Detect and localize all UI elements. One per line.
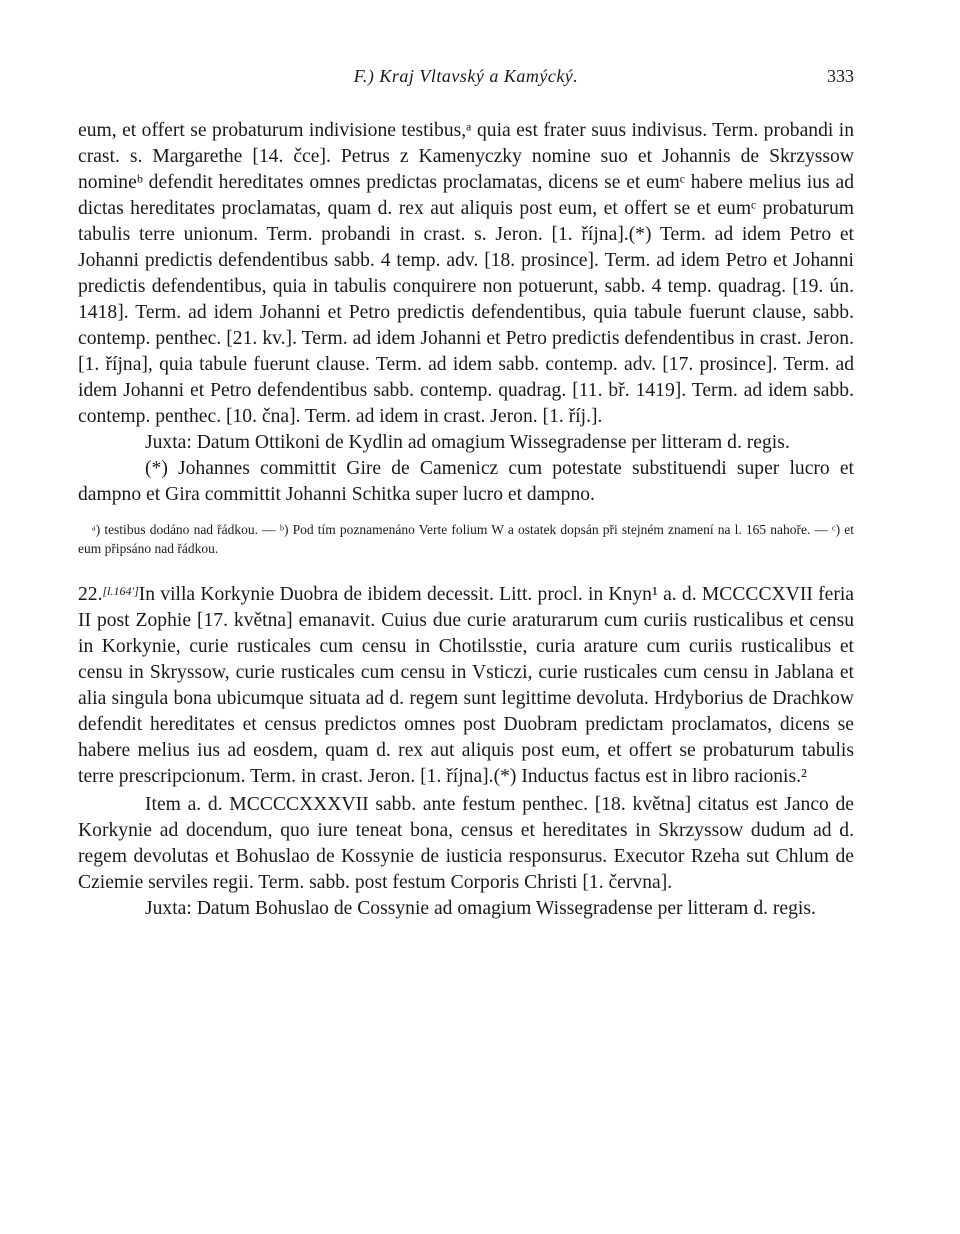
entry-22-text: In villa Korkynie Duobra de ibidem decessit. Litt. procl. in Knyn¹ a. d. MCCCCXVII feria II post Zophie [17. května] emanavit. Cuius due curie araturarum cum curiis rusticalibus et censu in Korkynie, curie rusticales cum censu in Chotilsstie, curia arature cum curiis rusticalibus et censu in Skryssow, curie rusticales cum censu in Vsticzi, curie rusticales cum censu in Jablana et alia singula bona ubicumque situata ad d. regem sunt legittime devoluta. Hrdyborius de Drachkow defendit hereditates et census predictos omnes post Duobram predictam proclamatos, dicens se habere melius ius ad eosdem, quam d. rex aut aliquis post eum, et offert se probaturum tabulis terre prescripcionum. Term. in crast. Jeron. [1. října].(*) Inductus factus est in libro racionis.² <box>78 584 854 787</box>
entry-22-paragraph-1 <box>78 578 854 790</box>
star-note-1: (*) Johannes committit Gire de Camenicz cum potestate substituendi super lucro et dampno et Gira committit Johanni Schitka super lucro et dampno. <box>78 458 854 505</box>
running-header <box>78 66 854 96</box>
entry-22 <box>78 578 854 922</box>
paragraph-continuation: eum, et offert se probaturum indivisione testibus,ᵃ quia est frater suus indivisus. Term. probandi in crast. s. Margarethe [14. čce]. Petrus z Kamenyczky nomine suo et Johannis de Skrzyssow nomineᵇ defendit hereditates omnes predictas proclamatas, dicens se et eumᶜ habere melius ius ad dictas hereditates proclamatas, quam d. rex aut aliquis post eum, et offert se et eumᶜ probaturum tabulis terre unionum. Term. probandi in crast. s. Jeron. [1. října].(*) Term. ad idem Petro et Johanni predictis defendentibus sabb. 4 temp. adv. [18. prosince]. Term. ad idem Petro et Johanni predictis defendentibus, quia in tabulis conquirere non potuerunt, sabb. 4 temp. quadrag. [19. ún. 1418]. Term. ad idem Johanni et Petro predictis defendentibus, quia tabule fuerunt clause, sabb. contemp. penthec. [21. kv.]. Term. ad idem Johanni et Petro predictis defendentibus in crast. Jeron. [1. října], quia tabule fuerunt clause. Term. ad idem sabb. contemp. adv. [17. prosince]. Term. ad idem Johanni et Petro defendentibus sabb. contemp. quadrag. [11. bř. 1419]. Term. ad idem sabb. contemp. penthec. [10. čna]. Term. ad idem in crast. Jeron. [1. říj.]. <box>78 120 854 427</box>
juxta-note-2: Juxta: Datum Bohuslao de Cossynie ad omagium Wissegradense per litteram d. regis. <box>145 898 816 919</box>
juxta-note-1: Juxta: Datum Ottikoni de Kydlin ad omagium Wissegradense per litteram d. regis. <box>145 432 790 453</box>
footnotes <box>78 520 854 558</box>
page <box>78 66 854 922</box>
footnote-line: ᵃ) testibus dodáno nad řádkou. — ᵇ) Pod tím poznamenáno Verte folium W a ostatek dopsán při stejném znamení na l. 165 nahoře. — ᶜ) et eum připsáno nad řádkou. <box>78 522 854 556</box>
page-number: 333 <box>827 66 854 86</box>
entry-number: 22. <box>78 584 103 605</box>
running-title: F.) Kraj Vltavský a Kamýcký. <box>353 66 579 86</box>
entry-22-paragraph-2: Item a. d. MCCCCXXXVII sabb. ante festum penthec. [18. května] citatus est Janco de Korkynie ad docendum, quo iure teneat bona, census et hereditates in Skrzyssow dudum ad d. regem devolutas et Bohuslao de Kossynie de iusticia responsurus. Executor Rzeha sut Chlum de Cziemie serviles regii. Term. sabb. post festum Corporis Christi [1. června]. <box>78 794 854 893</box>
folio-reference: [l.164'] <box>102 584 139 598</box>
